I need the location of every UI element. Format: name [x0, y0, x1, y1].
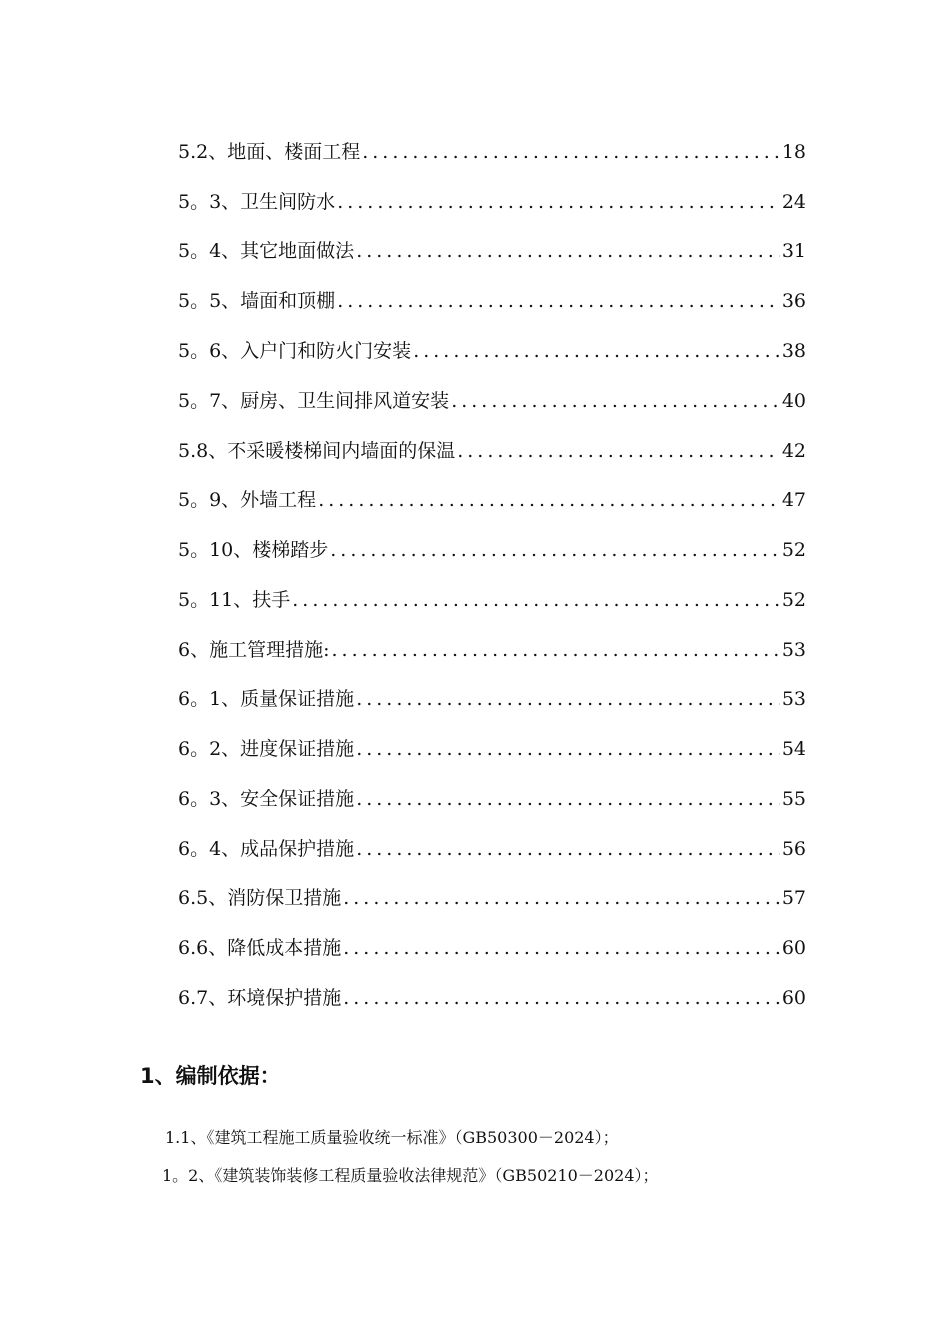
toc-entry[interactable] [178, 386, 806, 416]
toc-entry[interactable] [178, 236, 806, 266]
toc-leader-dots [356, 236, 780, 266]
toc-entry-title: 5.2、地面、楼面工程 [178, 141, 361, 163]
toc-entry-title: 6.7、环境保护措施 [178, 987, 342, 1009]
reference-item: 1。2、《建筑装饰装修工程质量验收法律规范》（GB50210－2024）； [162, 1166, 659, 1185]
toc-entry-page: 53 [781, 688, 806, 710]
toc-entry[interactable] [178, 286, 806, 316]
toc-entry-page: 53 [781, 639, 806, 661]
toc-entry-title: 5。11、扶手 [178, 589, 291, 611]
toc-leader-dots [343, 933, 780, 963]
toc-leader-dots [457, 436, 780, 466]
toc-entry-page: 52 [781, 589, 806, 611]
toc-leader-dots [343, 883, 780, 913]
toc-entry[interactable] [178, 834, 806, 864]
toc-entry[interactable] [178, 535, 806, 565]
toc-entry-page: 56 [781, 838, 806, 860]
toc-entry-page: 42 [781, 440, 806, 462]
toc-leader-dots [356, 734, 780, 764]
toc-entry-title: 5。7、厨房、卫生间排风道安装 [178, 390, 450, 412]
toc-leader-dots [318, 485, 780, 515]
toc-entry-page: 57 [781, 887, 806, 909]
toc-leader-dots [362, 137, 780, 167]
toc-entry-page: 40 [781, 390, 806, 412]
toc-entry-page: 31 [781, 240, 806, 262]
toc-leader-dots [292, 585, 780, 615]
toc-entry-title: 6.6、降低成本措施 [178, 937, 342, 959]
reference-item: 1.1、《建筑工程施工质量验收统一标准》（GB50300－2024）； [165, 1128, 619, 1147]
toc-entry[interactable] [178, 734, 806, 764]
toc-entry-title: 6.5、消防保卫措施 [178, 887, 342, 909]
toc-entry[interactable] [178, 436, 806, 466]
toc-entry[interactable] [178, 485, 806, 515]
toc-entry-page: 18 [781, 141, 806, 163]
toc-entry-page: 38 [781, 340, 806, 362]
toc-entry-title: 5。5、墙面和顶棚 [178, 290, 336, 312]
toc-leader-dots [413, 336, 780, 366]
toc-entry[interactable] [178, 635, 806, 665]
toc-entry-page: 36 [781, 290, 806, 312]
toc-entry-title: 6、施工管理措施: [178, 639, 330, 661]
toc-entry-title: 5。3、卫生间防水 [178, 191, 336, 213]
toc-entry-page: 54 [781, 738, 806, 760]
toc-entry[interactable] [178, 883, 806, 913]
toc-leader-dots [451, 386, 780, 416]
toc-entry[interactable] [178, 187, 806, 217]
toc-leader-dots [337, 187, 780, 217]
toc-entry-title: 6。2、进度保证措施 [178, 738, 355, 760]
toc-entry[interactable] [178, 933, 806, 963]
toc-entry-page: 47 [781, 489, 806, 511]
toc-entry[interactable] [178, 784, 806, 814]
toc-entry[interactable] [178, 983, 806, 1013]
toc-leader-dots [337, 286, 780, 316]
toc-leader-dots [332, 635, 780, 665]
toc-leader-dots [356, 784, 780, 814]
toc-leader-dots [356, 684, 780, 714]
toc-leader-dots [343, 983, 780, 1013]
toc-entry-title: 5。9、外墙工程 [178, 489, 317, 511]
toc-leader-dots [330, 535, 780, 565]
toc-entry[interactable] [178, 137, 806, 167]
toc-entry-page: 55 [781, 788, 806, 810]
toc-entry-title: 5。10、楼梯踏步 [178, 539, 329, 561]
toc-entry-title: 5.8、不采暖楼梯间内墙面的保温 [178, 440, 456, 462]
toc-entry[interactable] [178, 585, 806, 615]
toc-entry-page: 60 [781, 987, 806, 1009]
toc-entry-title: 6。4、成品保护措施 [178, 838, 355, 860]
toc-entry-page: 24 [781, 191, 806, 213]
toc-leader-dots [356, 834, 780, 864]
section-heading: 1、编制依据： [140, 1064, 281, 1088]
toc-entry-title: 5。4、其它地面做法 [178, 240, 355, 262]
toc-entry-page: 60 [781, 937, 806, 959]
toc-entry-title: 5。6、入户门和防火门安装 [178, 340, 412, 362]
toc-entry[interactable] [178, 336, 806, 366]
toc-entry-title: 6。1、质量保证措施 [178, 688, 355, 710]
toc-entry[interactable] [178, 684, 806, 714]
toc-entry-page: 52 [781, 539, 806, 561]
toc-entry-title: 6。3、安全保证措施 [178, 788, 355, 810]
